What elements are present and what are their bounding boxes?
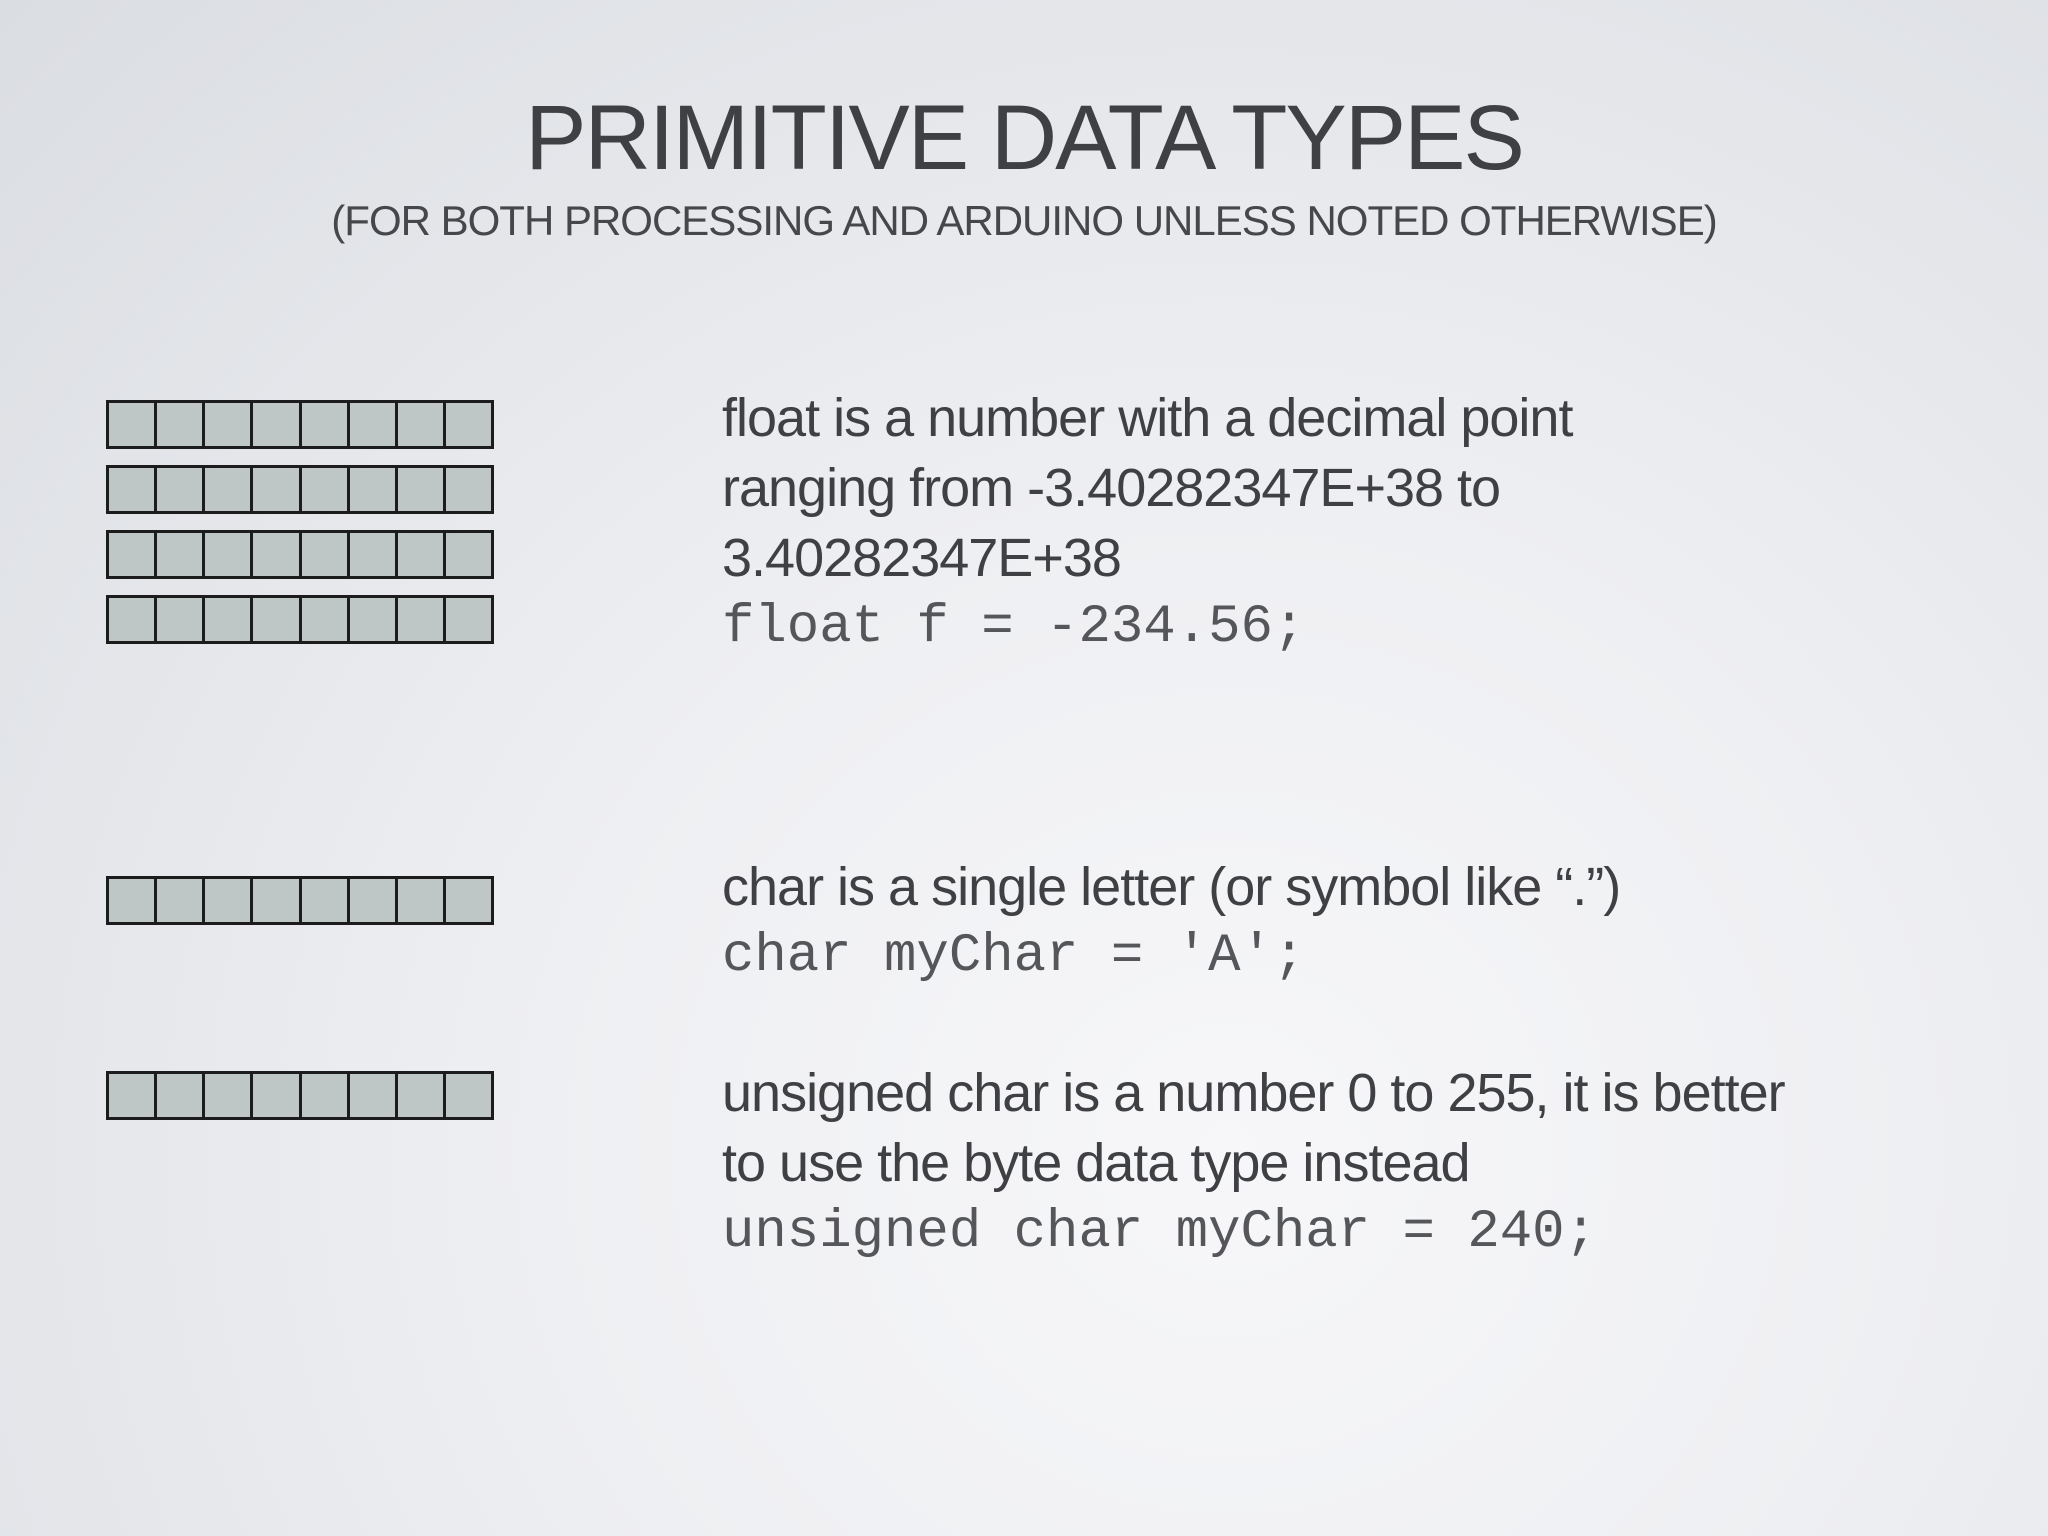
bit-cell — [350, 1074, 398, 1117]
bit-cell — [109, 598, 157, 641]
bit-cell — [253, 598, 301, 641]
char-description-line: char is a single letter (or symbol like “.”) — [722, 857, 1621, 917]
bit-cell — [446, 533, 491, 576]
bit-cell — [398, 468, 446, 511]
bit-cell — [302, 879, 350, 922]
bit-cell — [302, 468, 350, 511]
bit-cell — [157, 598, 205, 641]
unsigned-char-description-line: unsigned char is a number 0 to 255, it is better — [722, 1063, 1785, 1123]
bit-cell — [109, 1074, 157, 1117]
unsigned-char-description — [722, 1058, 2022, 1268]
bit-cell — [302, 1074, 350, 1117]
unsigned-char-byte-diagram — [106, 1071, 494, 1136]
bit-cell — [205, 403, 253, 446]
char-byte-diagram — [106, 876, 494, 941]
bit-cell — [205, 468, 253, 511]
float-description-line: ranging from -3.40282347E+38 to — [722, 458, 1501, 518]
bit-cell — [398, 598, 446, 641]
bit-cell — [302, 403, 350, 446]
bit-cell — [446, 468, 491, 511]
byte-row — [106, 595, 494, 644]
bit-cell — [253, 533, 301, 576]
bit-cell — [446, 403, 491, 446]
byte-row — [106, 400, 494, 449]
bit-cell — [109, 468, 157, 511]
bit-cell — [109, 533, 157, 576]
float-description-line: float is a number with a decimal point — [722, 388, 1573, 448]
bit-cell — [350, 598, 398, 641]
bit-cell — [350, 879, 398, 922]
bit-cell — [350, 533, 398, 576]
bit-cell — [446, 879, 491, 922]
bit-cell — [253, 1074, 301, 1117]
bit-cell — [109, 403, 157, 446]
bit-cell — [253, 468, 301, 511]
byte-row — [106, 465, 494, 514]
unsigned-char-description-line: to use the byte data type instead — [722, 1133, 1470, 1193]
bit-cell — [446, 1074, 491, 1117]
slide-title: PRIMITIVE DATA TYPES — [525, 87, 1523, 189]
bit-cell — [398, 879, 446, 922]
bit-cell — [446, 598, 491, 641]
bit-cell — [157, 1074, 205, 1117]
bit-cell — [350, 403, 398, 446]
bit-cell — [398, 1074, 446, 1117]
bit-cell — [205, 879, 253, 922]
unsigned-char-code-example: unsigned char myChar = 240; — [722, 1202, 1597, 1263]
bit-cell — [157, 533, 205, 576]
bit-cell — [109, 879, 157, 922]
float-code-example: float f = -234.56; — [722, 597, 1306, 658]
float-description-line: 3.40282347E+38 — [722, 528, 1121, 588]
bit-cell — [253, 879, 301, 922]
bit-cell — [157, 468, 205, 511]
float-byte-diagram — [106, 400, 494, 660]
bit-cell — [302, 598, 350, 641]
byte-row — [106, 1071, 494, 1120]
bit-cell — [302, 533, 350, 576]
bit-cell — [205, 1074, 253, 1117]
bit-cell — [157, 403, 205, 446]
char-description — [722, 852, 2022, 992]
bit-cell — [157, 879, 205, 922]
bit-cell — [398, 533, 446, 576]
bit-cell — [205, 533, 253, 576]
bit-cell — [350, 468, 398, 511]
byte-row — [106, 530, 494, 579]
bit-cell — [253, 403, 301, 446]
byte-row — [106, 876, 494, 925]
char-code-example: char myChar = 'A'; — [722, 926, 1306, 987]
slide-subtitle: (FOR BOTH PROCESSING AND ARDUINO UNLESS NOTED OTHERWISE) — [331, 197, 1717, 244]
bit-cell — [398, 403, 446, 446]
float-description — [722, 383, 2022, 663]
bit-cell — [205, 598, 253, 641]
